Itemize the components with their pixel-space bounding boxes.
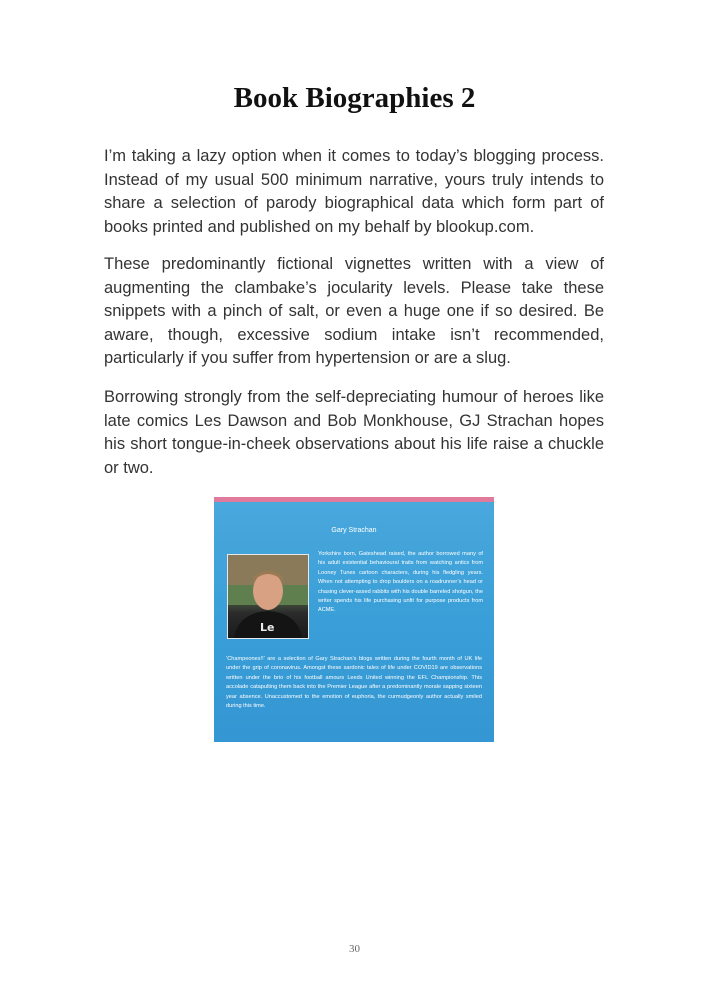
cover-bio-text: Yorkshire born, Gateshead raised, the author borrowed many of his adult existential behavioural traits from watching antics from Looney Tunes cartoon characters, during his fledgling years. When not attempting to drop boulders on a roadrunner’s head or chasing clever-assed rabbits with his double barreled shotgun, the writer spends his life purchasing unfit for purpose products from ACME.: [318, 551, 483, 614]
cover-blurb-text: ‘Champeones!!’ are a selection of Gary Strachan’s blogs written during the fourth month of UK life under the grip of coronavirus. Amongst these sardonic tales of life under COVID19 are observations written under the brio of his football amours Leeds United winning the EFL Championship. This accolade catapulting them back into the Premier League after a predominantly morale sapping sixteen year absence. Unaccustomed to the emotion of euphoria, the curmudgeonly author actually smiled during this time.: [226, 656, 482, 710]
page-number: 30: [349, 943, 360, 955]
author-photo: [227, 554, 309, 639]
body-paragraph-2: These predominantly fictional vignettes written with a view of augmenting the clambake’s jocularity levels. Please take these snippets with a pinch of salt, or even a huge one if so desired. Be aware, though, excessive sodium intake isn’t recommended, particularly if you suffer from hypertension or are a slug.: [104, 255, 604, 367]
author-portrait-icon: [228, 555, 308, 638]
book-cover-image: [214, 497, 494, 742]
body-paragraph-1: I’m taking a lazy option when it comes to today’s blogging process. Instead of my usual 500 minimum narrative, yours truly intends to share a selection of parody biographical data which form part of books printed and published on my behalf by blookup.com.: [104, 147, 604, 236]
cover-top-strip: [214, 497, 494, 502]
svg-text:Le: Le: [260, 621, 275, 634]
cover-author-name: Gary Strachan: [331, 527, 377, 534]
body-paragraph-3: Borrowing strongly from the self-depreciating humour of heroes like late comics Les Dawson and Bob Monkhouse, GJ Strachan hopes his short tongue-in-cheek observations about his life raise a chuckle or two.: [104, 388, 604, 477]
page-title: Book Biographies 2: [233, 82, 476, 114]
